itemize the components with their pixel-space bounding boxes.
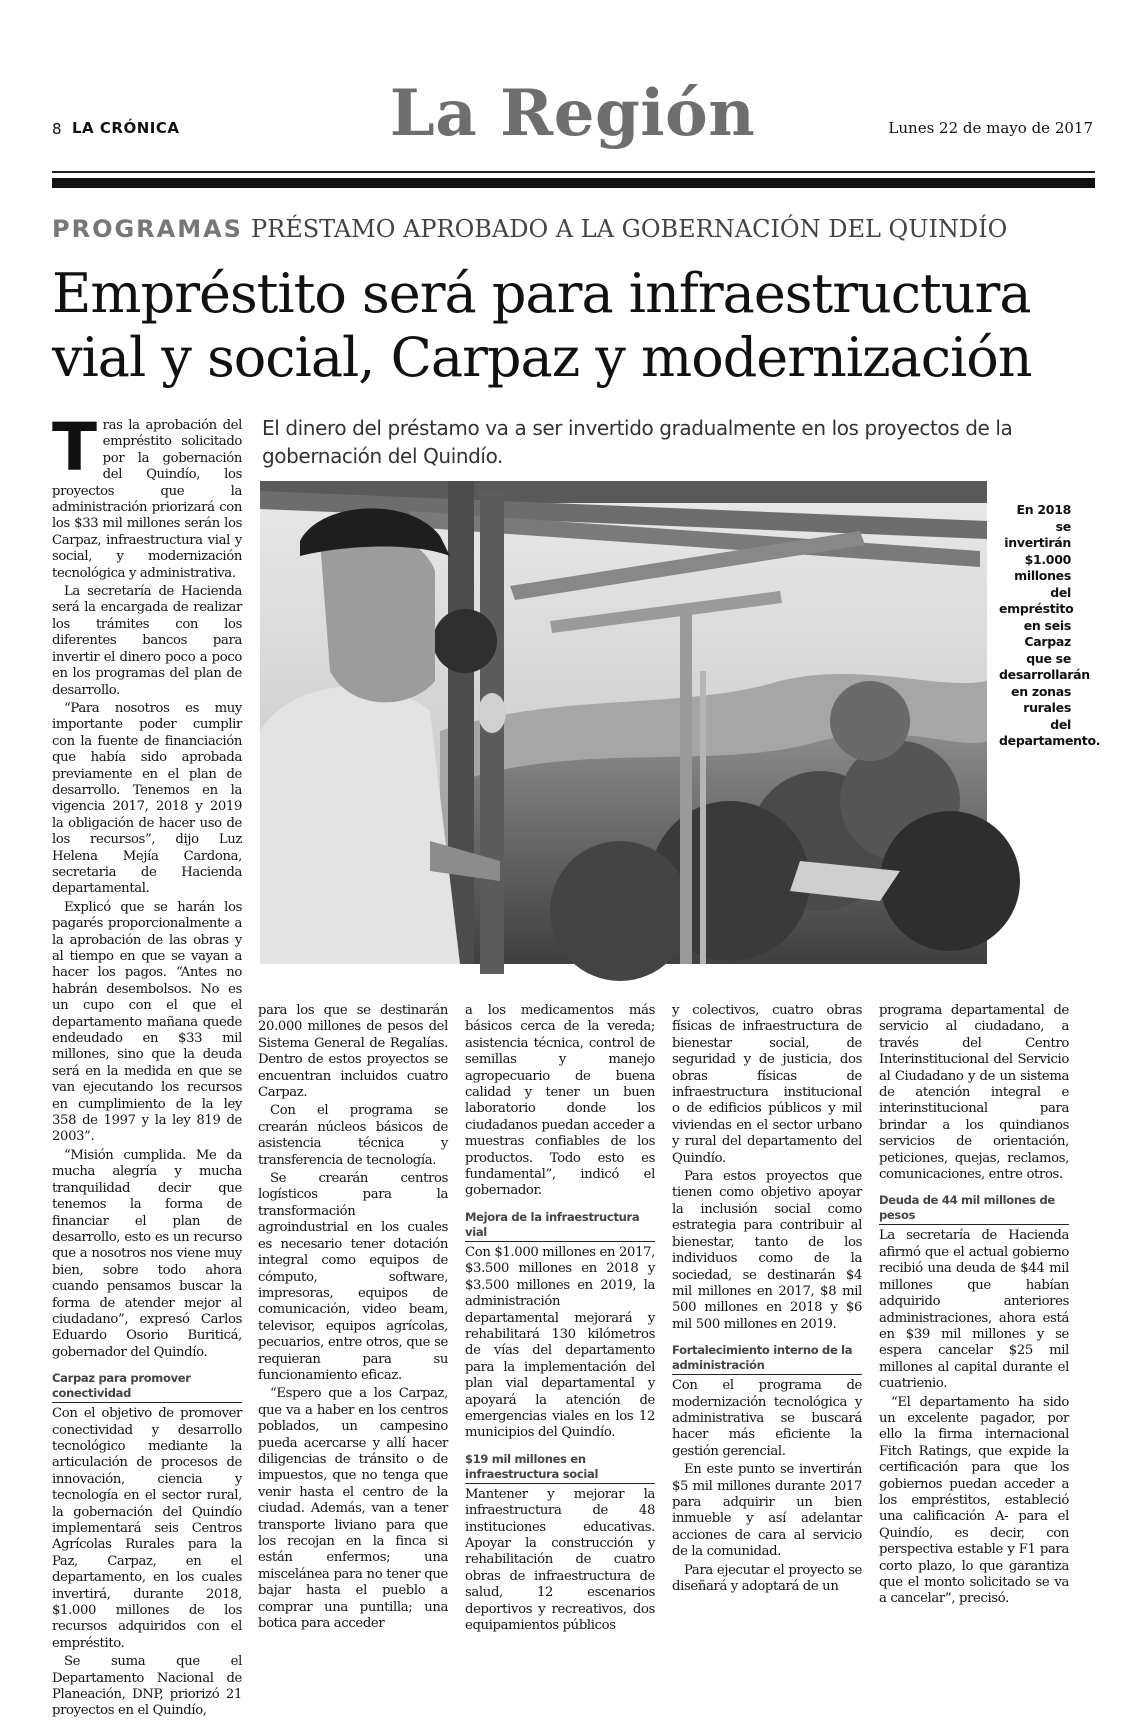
publication-date: Lunes 22 de mayo de 2017 (888, 119, 1093, 137)
section-title: La Región (389, 76, 756, 151)
article-column-4 (672, 1003, 862, 1594)
paragraph: “Espero que a los Carpaz, que va a haber en los centros poblados, un campesino pueda acercarse y allí hacer diligencias de tránsito o de impuestos, que no tenga que venir hasta el centro de la ciudad. Además, van a tener transporte liviano para que los recojan en la finca si están enfermos; una miscelánea para no tener que bajar hasta el pueblo a comprar una puntilla; una botica para acceder (258, 1386, 448, 1632)
paragraph: Se crearán centros logísticos para la transformación agroindustrial en los cuales es necesario tener dotación integral como equipos de cómputo, software, impresoras, equipos de comunicación, video beam, televisor, equipos agrícolas, pecuarios, entre otros, que se requieran para su funcionamiento eficaz. (258, 1171, 448, 1383)
section-subheading: Deuda de 44 mil millones de pesos (879, 1193, 1069, 1225)
paragraph: Con el programa de modernización tecnológica y administrativa se buscará hacer más eficiente la gestión gerencial. (672, 1378, 862, 1459)
paragraph: Explicó que se harán los pagarés proporcionalmente a la aprobación de las obras y al tiempo en que se vayan a hacer los pagos. “Antes no habrán desembolsos. No es un cupo con el que el departamento mañana quede endeudado en $33 mil millones, sino que la deuda será en la medida en que se van ejecutando los recursos en cumplimiento de la ley 358 de 1997 y la ley 819 de 2003”. (52, 899, 242, 1145)
article-column-5 (879, 1003, 1069, 1607)
photo-farmer-on-porch (260, 481, 987, 964)
paragraph: a los medicamentos más básicos cerca de la vereda; asistencia técnica, control de semillas y manejo agropecuario de buena calidad y tener un buen laboratorio donde los ciudadanos puedan acceder a muestras confiables de los productos. Todo esto es fundamental”, indicó el gobernador. (465, 1003, 655, 1199)
section-subheading: Mejora de la infraestructura vial (465, 1210, 655, 1242)
kicker-text: PRÉSTAMO APROBADO A LA GOBERNACIÓN DEL QUINDÍO (250, 215, 1008, 243)
paragraph: Para estos proyectos que tienen como objetivo apoyar la inclusión social como estrategia para contribuir al bienestar, tanto de los individuos como de la sociedad, se destinarán $4 mil millones en 2017, $8 mil 500 millones en 2018 y $6 mil 500 millones en 2019. (672, 1169, 862, 1332)
article-subhead: El dinero del préstamo va a ser invertido gradualmente en los proyectos de la gobernación del Quindío. (262, 416, 1013, 468)
paragraph: Con el objetivo de promover conectividad y desarrollo tecnológico mediante la articulación de procesos de innovación, ciencia y tecnología en el sector rural, la gobernación del Quindío implementará seis Centros Agrícolas Rurales para la Paz, Carpaz, en el departamento, en los cuales invertirá, durante 2018, $1.000 millones de los recursos adquiridos con el empréstito. (52, 1406, 242, 1651)
masthead-rule-thick (52, 178, 1095, 188)
article-column-2 (258, 1003, 448, 1632)
paragraph: programa departamental de servicio al ciudadano, a través del Centro Interinstitucional del Servicio al Ciudadano y de un sistema de atención integral e interinstitucional para brindar a los quindianos servicios de orientación, peticiones, quejas, reclamos, comunicaciones, entre otros. (879, 1003, 1069, 1183)
masthead-rule-thin (52, 171, 1095, 173)
paragraph-text: ras la aprobación del empréstito solicitado por la gobernación del Quindío, los proyectos que la administración priorizará con los $33 mil millones serán los Carpaz, infraestructura vial y social, y modernización tecnológica y administrativa. (52, 418, 242, 581)
page-number: 8 (52, 120, 62, 138)
publication-name: LA CRÓNICA (72, 119, 180, 137)
section-subheading: Fortalecimiento interno de la administración (672, 1343, 862, 1375)
article-photo (260, 481, 987, 964)
paragraph: Se suma que el Departamento Nacional de Planeación, DNP, priorizó 21 proyectos en el Quindío, (52, 1654, 242, 1719)
section-subheading: Carpaz para promover conectividad (52, 1371, 242, 1403)
headline (52, 262, 1112, 390)
paragraph: La secretaría de Hacienda será la encargada de realizar los trámites con los diferentes bancos para invertir el dinero poco a poco en los programas del plan de desarrollo. (52, 584, 242, 698)
paragraph: Con $1.000 millones en 2017, $3.500 millones en 2018 y $3.500 millones en 2019, la administración departamental mejorará y rehabilitará 130 kilómetros de vías del departamento para la implementación del plan vial departamental y apoyará la atención de emergencias viales en los 12 municipios del Quindío. (465, 1244, 655, 1441)
paragraph: En este punto se invertirán $5 mil millones durante 2017 para adquirir un bien inmueble y así adelantar acciones de cara al servicio de la comunidad. (672, 1462, 862, 1560)
article-column-1 (52, 409, 242, 1719)
paragraph: “El departamento ha sido un excelente pagador, por ello la firma internacional Fitch Ratings, que expide la certificación para que los gobiernos puedan acceder a los empréstitos, estableció una calificación A- para el Quindío, es decir, con perspectiva estable y F1 para corto plazo, lo que garantiza que el monto solicitado se va a cancelar”, precisó. (879, 1394, 1069, 1607)
headline-line-2: vial y social, Carpaz y modernización (52, 326, 1032, 389)
paragraph (52, 409, 242, 582)
kicker-label: PROGRAMAS (52, 215, 243, 243)
paragraph: para los que se destinarán 20.000 millones de pesos del Sistema General de Regalías. Dentro de estos proyectos se encuentran incluidos cuatro Carpaz. (258, 1003, 448, 1101)
paragraph: La secretaría de Hacienda afirmó que el actual gobierno recibió una deuda de $44 mil millones que habían adquirido anteriores administraciones, ahora está en $39 mil millones y se espera cancelar $25 mil millones al capital durante el cuatrienio. (879, 1228, 1069, 1392)
paragraph: Mantener y mejorar la infraestructura de 48 instituciones educativas. Apoyar la construcción y rehabilitación de cuatro obras de infraestructura de salud, 12 escenarios deportivos y recreativos, dos equipamientos públicos (465, 1486, 655, 1633)
article-column-3 (465, 1003, 655, 1633)
paragraph: Para ejecutar el proyecto se diseñará y adoptará de un (672, 1562, 862, 1594)
paragraph: “Para nosotros es muy importante poder cumplir con la fuente de financiación que había sido aprobada previamente en el plan de desarrollo. Tenemos en la vigencia 2017, 2018 y 2019 la obligación de hacer uso de los recursos”, dijo Luz Helena Mejía Cardona, secretaria de Hacienda departamental. (52, 700, 242, 897)
paragraph: y colectivos, cuatro obras físicas de infraestructura de bienestar social, de seguridad y de justicia, dos obras físicas de infraestructura institucional o de edificios públicos y mil viviendas en el sector urbano y rural del departamento del Quindío. (672, 1003, 862, 1166)
headline-line-1: Empréstito será para infraestructura (52, 262, 1031, 325)
photo-caption: En 2018 se invertirán $1.000 millones del empréstito en seis Carpaz que se desarrollarán en zonas rurales del departamento. (999, 502, 1101, 748)
paragraph: “Misión cumplida. Me da mucha alegría y mucha tranquilidad decir que tenemos la forma de financiar el plan de desarrollo, esto es un recurso que a nosotros nos viene muy bien, sobre todo ahora cuando pensamos buscar la forma de atender mejor al ciudadano”, expresó Carlos Eduardo Osorio Buriticá, gobernador del Quindío. (52, 1147, 242, 1360)
drop-cap: T (52, 409, 97, 486)
section-subheading: $19 mil millones en infraestructura social (465, 1452, 655, 1484)
paragraph: Con el programa se crearán núcleos básicos de asistencia técnica y transferencia de tecnología. (258, 1103, 448, 1168)
kicker (52, 215, 1007, 243)
